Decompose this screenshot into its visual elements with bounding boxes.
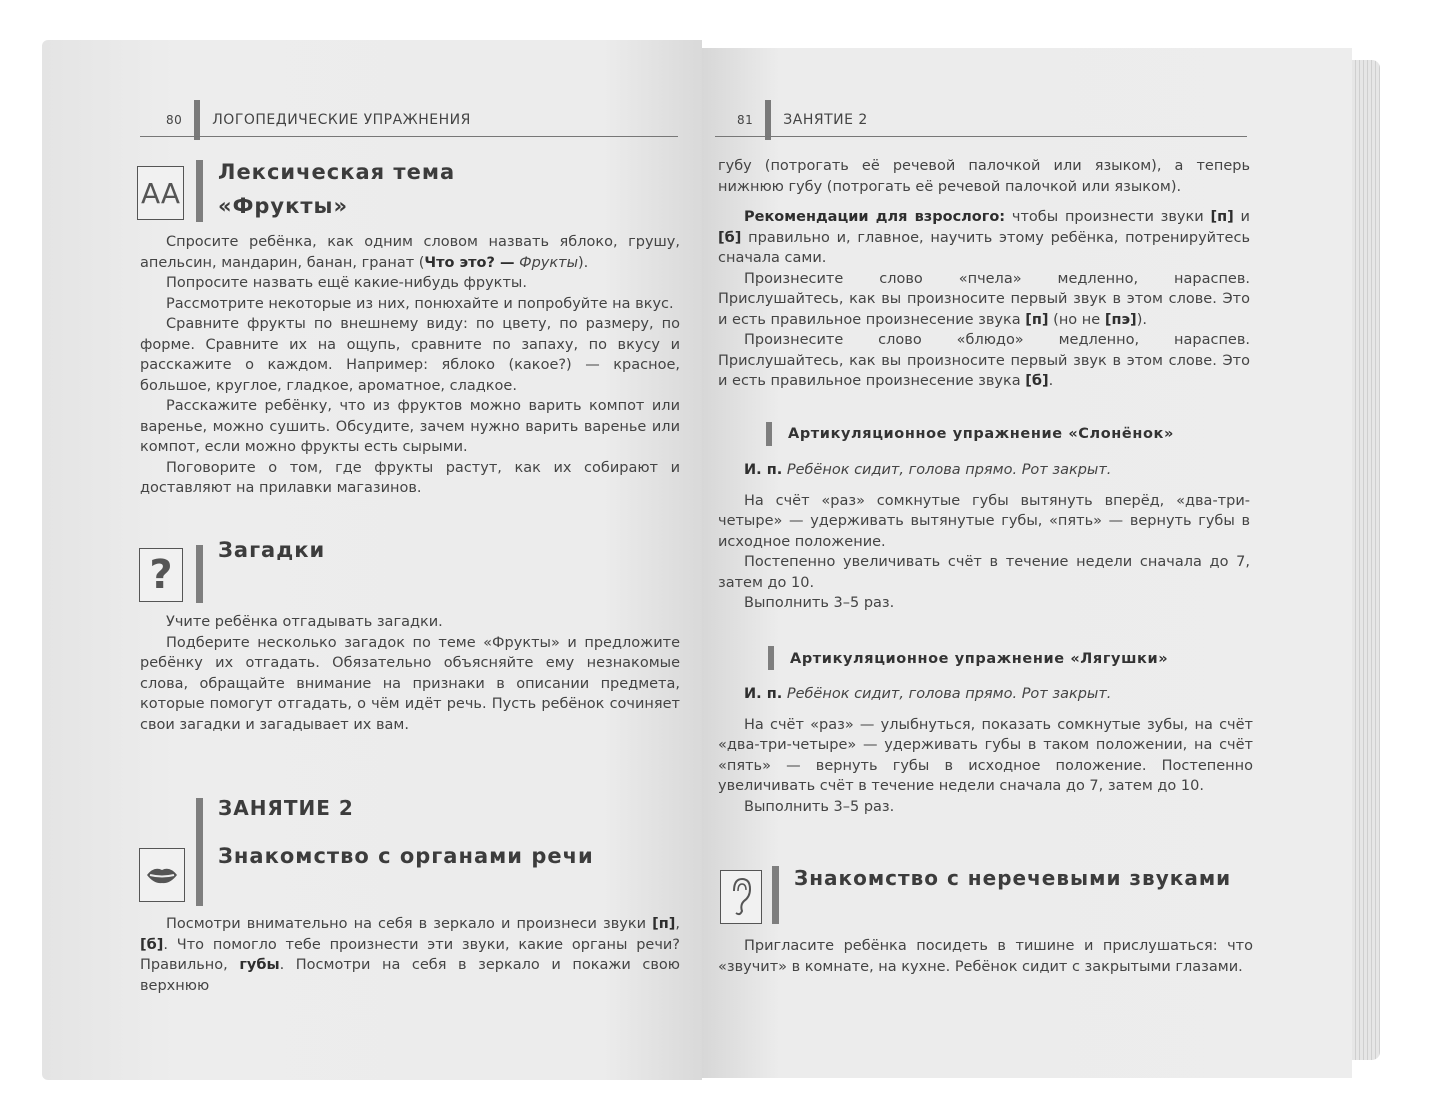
running-head-title: ЛОГОПЕДИЧЕСКИЕ УПРАЖНЕНИЯ bbox=[212, 112, 471, 128]
exercise-heading-frogs: Артикуляционное упражнение «Лягушки» bbox=[790, 651, 1169, 667]
question-mark-icon: ? bbox=[139, 548, 183, 602]
subheading-bar bbox=[768, 646, 774, 670]
exercise-frogs-text: И. п. Ребёнок сидит, голова прямо. Рот закрыт. На счёт «раз» — улыбнуться, показать сомкнутые зубы, на счёт «два-три-четыре» — удерживать губы в таком положении, на счёт «пять» — вернуть губы в исходное положение. Постепенно увеличивать счёт в течение недели сначала до 7, затем до 10. Выполнить 3–5 раз. bbox=[718, 686, 1253, 815]
heading-bar bbox=[196, 160, 203, 222]
left-running-head bbox=[166, 100, 471, 140]
lesson-label: ЗАНЯТИЕ 2 bbox=[218, 796, 354, 820]
ear-icon bbox=[720, 870, 762, 924]
section-heading-fruits: Лексическая тема «Фрукты» bbox=[218, 160, 456, 218]
page-number: 81 bbox=[737, 113, 754, 127]
header-rule bbox=[715, 136, 1247, 137]
fruits-text: Спросите ребёнка, как одним словом назвать яблоко, грушу, апельсин, мандарин, банан, гранат (Что это? — Фрукты). Попросите назвать ещё какие-нибудь фрукты. Рассмотрите некоторые из них, понюхайте и попробуйте на вкус. Сравните фрукты по внешнему виду: по цвету, по размеру, по форме. Сравните их на ощупь, сравните по запаху, по вкусу и расскажите о каждом. Например: яблоко (какое?) — красное, большое, круглое, гладкое, ароматное, сладкое. Расскажите ребёнку, что из фруктов можно варить компот или варенье, можно сушить. Обсудите, зачем нужно варить варенье или компот, если можно фрукты есть сырыми. Поговорите о том, где фрукты растут, как их собирают и доставляют на прилавки магазинов. bbox=[140, 234, 680, 496]
page-edges bbox=[1352, 60, 1380, 1060]
nonspeech-sounds-text: Пригласите ребёнка посидеть в тишине и прислушаться: что «звучит» в комнате, на кухне. Ребёнок сидит с закрытыми глазами. bbox=[718, 938, 1253, 975]
heading-bar bbox=[196, 798, 203, 906]
heading-bar bbox=[772, 866, 779, 924]
section-heading-riddles: Загадки bbox=[218, 538, 326, 562]
running-head-title: ЗАНЯТИЕ 2 bbox=[783, 112, 868, 128]
letters-aa-icon: AA bbox=[137, 166, 184, 220]
header-bar bbox=[765, 100, 771, 140]
riddles-text: Учите ребёнка отгадывать загадки. Подберите несколько загадок по теме «Фрукты» и предложите ребёнку их отгадать. Обязательно объясняйте ему незнакомые слова, обращайте внимание на признаки в описании предмета, которые помогут отгадать, о чём идёт речь. Пусть ребёнок сочиняет свои загадки и загадывает их вам. bbox=[140, 614, 680, 733]
exercise-heading-elephant: Артикуляционное упражнение «Слонёнок» bbox=[788, 426, 1174, 442]
page-number: 80 bbox=[166, 113, 183, 127]
section-heading-speech-organs: Знакомство с органами речи bbox=[218, 844, 594, 868]
lips-icon bbox=[139, 848, 185, 902]
right-running-head bbox=[737, 100, 868, 140]
right-text-top: губу (потрогать её речевой палочкой или языком), а теперь нижнюю губу (потрогать её речевой палочкой или языком). Рекомендации для взрослого: чтобы произнести звуки [п] и [б] правильно и, главное, научить этому ребёнка, потренируйтесь сначала сами. Произнесите слово «пчела» медленно, нараспев. Прислушайтесь, как вы произносите первый звук в этом слове. Это и есть правильное произнесение звука [п] (но не [пэ]). Произнесите слово «блюдо» медленно, нараспев. Прислушайтесь, как вы произносите первый звук в этом слове. Это и есть правильное произнесение звука [б]. bbox=[718, 158, 1250, 389]
section-heading-nonspeech-sounds: Знакомство с неречевыми звуками bbox=[794, 866, 1232, 890]
header-bar bbox=[194, 100, 200, 140]
subheading-bar bbox=[766, 422, 772, 446]
header-rule bbox=[140, 136, 678, 137]
heading-bar bbox=[196, 545, 203, 603]
exercise-elephant-text: И. п. Ребёнок сидит, голова прямо. Рот закрыт. На счёт «раз» сомкнутые губы вытянуть вперёд, «два-три-четыре» — удерживать вытянутые губы, «пять» — вернуть губы в исходное положение. Постепенно увеличивать счёт в течение недели сначала до 7, затем до 10. Выполнить 3–5 раз. bbox=[718, 462, 1250, 611]
speech-organs-text: Посмотри внимательно на себя в зеркало и произнеси звуки [п], [б]. Что помогло тебе произнести эти звуки, какие органы речи? Правильно, губы. Посмотри на себя в зеркало и покажи свою верхнюю bbox=[140, 916, 680, 994]
